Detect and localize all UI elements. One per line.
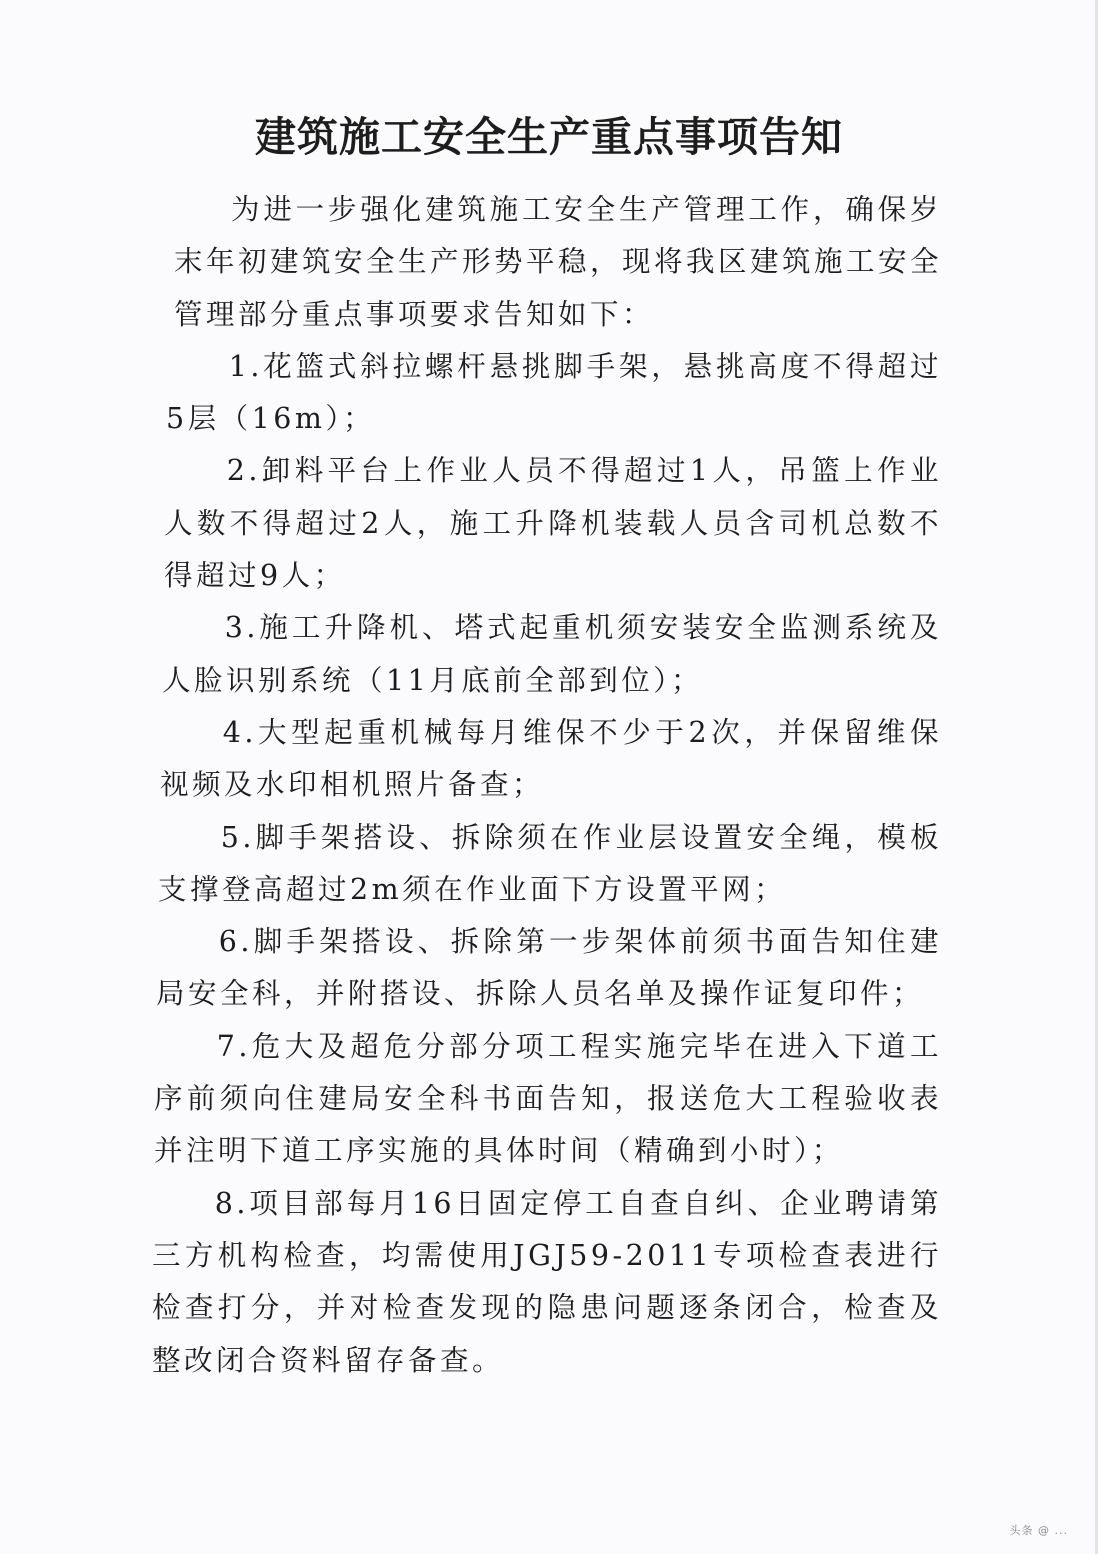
notice-item-5: 5.脚手架搭设、拆除须在作业层设置安全绳，模板支撑登高超过2m须在作业面下方设置平网；: [158, 820, 942, 906]
watermark-text: 头条 @ ...: [1009, 1524, 1068, 1537]
notice-item-2: 2.卸料平台上作业人员不得超过1人，吊篮上作业人数不得超过2人，施工升降机装载人员含司机总数不得超过9人；: [164, 454, 942, 593]
document-body: [152, 184, 942, 1387]
notice-item-4: 4.大型起重机械每月维保不少于2次，并保留维保视频及水印相机照片备查；: [160, 715, 942, 802]
document-title: 建筑施工安全生产重点事项告知: [255, 113, 843, 161]
notice-item-1: 1.花篮式斜拉螺杆悬挑脚手架，悬挑高度不得超过5层（16m）；: [166, 349, 942, 436]
intro-paragraph: 为进一步强化建筑施工安全生产管理工作，确保岁末年初建筑安全生产形势平稳，现将我区建筑施工安全管理部分重点事项要求告知如下：: [174, 193, 943, 331]
notice-item-7: 7.危大及超危分部分项工程实施完毕在进入下道工序前须向住建局安全科书面告知，报送危大工程验收表并注明下道工序实施的具体时间（精确到小时）；: [154, 1029, 942, 1168]
notice-item-3: 3.施工升降机、塔式起重机须安装安全监测系统及人脸识别系统（11月底前全部到位）；: [162, 611, 942, 697]
notice-item-6: 6.脚手架搭设、拆除第一步架体前须书面告知住建局安全科，并附搭设、拆除人员名单及操作证复印件；: [156, 925, 942, 1011]
notice-item-8: 8.项目部每月16日固定停工自查自纠、企业聘请第三方机构检查，均需使用JGJ59-2011专项检查表进行检查打分，并对检查发现的隐患问题逐条闭合，检查及整改闭合资料留存备查。: [152, 1186, 942, 1377]
